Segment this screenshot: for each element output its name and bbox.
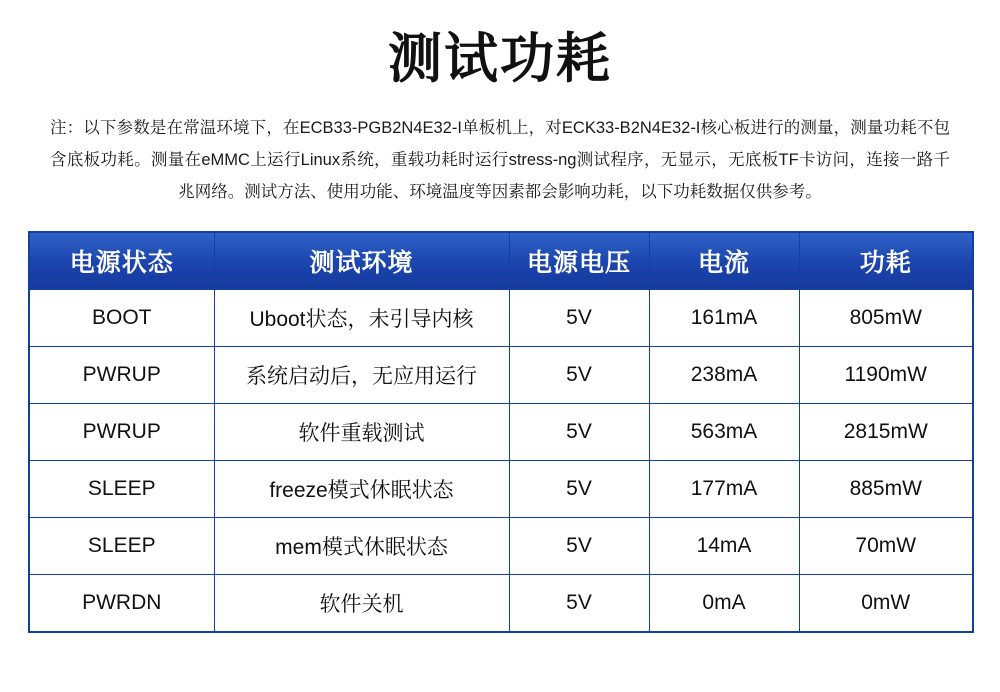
table-body (29, 289, 973, 632)
column-header-power-state: 电源状态 (29, 232, 214, 290)
cell-test-environment: 系统启动后，无应用运行 (214, 346, 509, 403)
cell-supply-voltage: 5V (509, 403, 649, 460)
cell-supply-voltage: 5V (509, 574, 649, 632)
cell-power-state: BOOT (29, 289, 214, 346)
table-row (29, 346, 973, 403)
cell-current: 0mA (649, 574, 799, 632)
table-row (29, 460, 973, 517)
page-title: 测试功耗 (388, 29, 612, 89)
cell-power-state: PWRUP (29, 403, 214, 460)
table-row (29, 289, 973, 346)
cell-current: 563mA (649, 403, 799, 460)
column-header-power: 功耗 (799, 232, 973, 290)
cell-power-state: SLEEP (29, 460, 214, 517)
table-header-row (29, 232, 973, 290)
cell-supply-voltage: 5V (509, 346, 649, 403)
cell-power-state: PWRUP (29, 346, 214, 403)
column-header-test-environment: 测试环境 (214, 232, 509, 290)
cell-current: 238mA (649, 346, 799, 403)
cell-current: 161mA (649, 289, 799, 346)
cell-power: 0mW (799, 574, 973, 632)
cell-test-environment: 软件重载测试 (214, 403, 509, 460)
cell-test-environment: mem模式休眠状态 (214, 517, 509, 574)
cell-power: 70mW (799, 517, 973, 574)
cell-power: 2815mW (799, 403, 973, 460)
cell-current: 14mA (649, 517, 799, 574)
column-header-current: 电流 (649, 232, 799, 290)
table-row (29, 517, 973, 574)
cell-supply-voltage: 5V (509, 289, 649, 346)
table-row (29, 574, 973, 632)
cell-power: 805mW (799, 289, 973, 346)
cell-supply-voltage: 5V (509, 517, 649, 574)
cell-current: 177mA (649, 460, 799, 517)
cell-power-state: PWRDN (29, 574, 214, 632)
cell-power: 1190mW (799, 346, 973, 403)
power-consumption-table (28, 231, 974, 633)
cell-test-environment: Uboot状态，未引导内核 (214, 289, 509, 346)
column-header-supply-voltage: 电源电压 (509, 232, 649, 290)
power-table-wrapper (28, 231, 972, 633)
cell-test-environment: freeze模式休眠状态 (214, 460, 509, 517)
cell-test-environment: 软件关机 (214, 574, 509, 632)
note-block (50, 112, 950, 209)
table-row (29, 403, 973, 460)
table-header (29, 232, 973, 290)
cell-power: 885mW (799, 460, 973, 517)
note-text: 注：以下参数是在常温环境下，在ECB33-PGB2N4E32-I单板机上，对ECK33-B2N4E32-I核心板进行的测量，测量功耗不包含底板功耗。测量在eMMC上运行Linux系统，重载功耗时运行stress-ng测试程序，无显示，无底板TF卡访问，连接一路千兆网络。测试方法、使用功能、环境温度等因素都会影响功耗，以下功耗数据仅供参考。 (50, 119, 950, 202)
cell-supply-voltage: 5V (509, 460, 649, 517)
cell-power-state: SLEEP (29, 517, 214, 574)
